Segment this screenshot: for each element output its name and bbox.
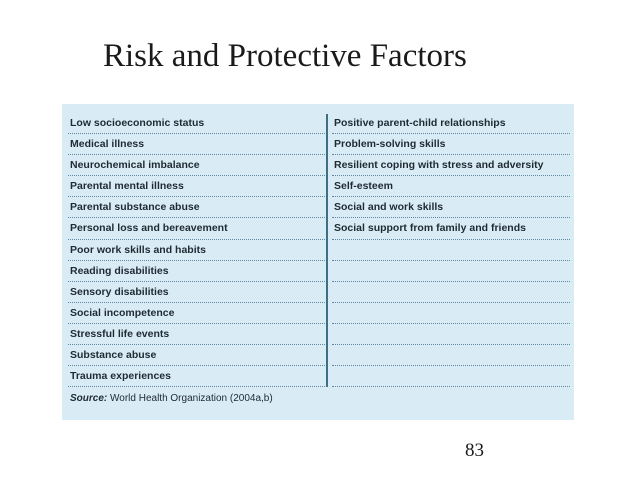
factors-table: [62, 104, 574, 420]
protective-factor-row: [332, 324, 570, 345]
risk-factor-row: Parental substance abuse: [68, 197, 325, 218]
protective-factor-row: Positive parent-child relationships: [332, 113, 570, 134]
protective-factor-row: Social and work skills: [332, 197, 570, 218]
risk-factor-row: Stressful life events: [68, 324, 325, 345]
protective-factor-row: [332, 240, 570, 261]
risk-factor-row: Poor work skills and habits: [68, 240, 325, 261]
protective-factor-row: [332, 345, 570, 366]
risk-factor-row: Low socioeconomic status: [68, 113, 325, 134]
protective-factor-row: [332, 366, 570, 387]
risk-factor-row: Parental mental illness: [68, 176, 325, 197]
page-number: 83: [465, 440, 484, 461]
protective-factor-row: Social support from family and friends: [332, 218, 570, 239]
risk-factor-row: Social incompetence: [68, 303, 325, 324]
risk-factor-row: Neurochemical imbalance: [68, 155, 325, 176]
protective-factor-row: Problem-solving skills: [332, 134, 570, 155]
protective-factor-row: [332, 261, 570, 282]
risk-factors-column: [68, 113, 325, 387]
protective-factor-row: Self-esteem: [332, 176, 570, 197]
protective-factor-row: Resilient coping with stress and adversity: [332, 155, 570, 176]
risk-factor-row: Reading disabilities: [68, 261, 325, 282]
source-citation: [70, 393, 273, 404]
column-divider: [326, 114, 328, 387]
source-label: Source:: [70, 393, 108, 404]
protective-factor-row: [332, 282, 570, 303]
risk-factor-row: Trauma experiences: [68, 366, 325, 387]
risk-factor-row: Personal loss and bereavement: [68, 218, 325, 239]
source-text: World Health Organization (2004a,b): [107, 393, 273, 404]
risk-factor-row: Substance abuse: [68, 345, 325, 366]
slide-title: Risk and Protective Factors: [103, 38, 467, 74]
protective-factors-column: [332, 113, 570, 387]
risk-factor-row: Medical illness: [68, 134, 325, 155]
protective-factor-row: [332, 303, 570, 324]
risk-factor-row: Sensory disabilities: [68, 282, 325, 303]
